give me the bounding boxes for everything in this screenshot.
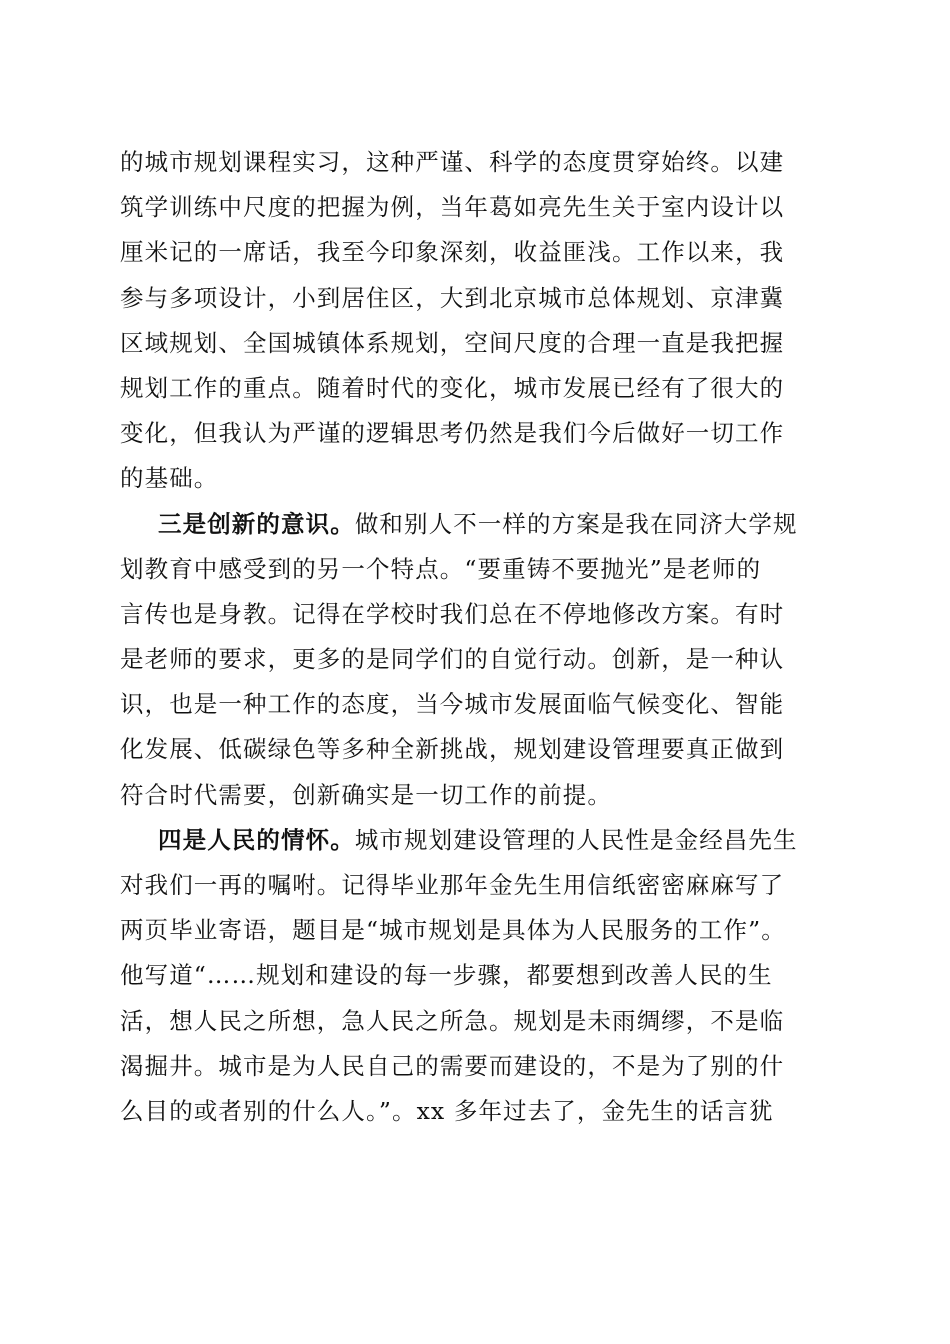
- text-line: 变化，但我认为严谨的逻辑思考仍然是我们今后做好一切工作: [120, 419, 785, 448]
- paragraph-heading: 四是人民的情怀。: [158, 825, 355, 854]
- text-line: 划教育中感受到的另一个特点。“要重铸不要抛光”是老师的: [120, 554, 762, 583]
- text-line: 识，也是一种工作的态度，当今城市发展面临气候变化、智能: [120, 690, 785, 719]
- text-line: 规划工作的重点。随着时代的变化，城市发展已经有了很大的: [120, 373, 785, 402]
- text-line: 么目的或者别的什么人。”。xx 多年过去了，金先生的话言犹: [120, 1096, 774, 1125]
- paragraph-heading: 三是创新的意识。: [158, 509, 355, 538]
- text-line: 厘米记的一席话，我至今印象深刻，收益匪浅。工作以来，我: [120, 238, 785, 267]
- text-line: 渴掘井。城市是为人民自己的需要而建设的，不是为了别的什: [120, 1051, 785, 1080]
- body-text: [120, 140, 830, 1134]
- text-line: 参与多项设计，小到居住区，大到北京城市总体规划、京津冀: [120, 283, 785, 312]
- paragraph-start-line: [120, 818, 830, 863]
- text-line: 言传也是身教。记得在学校时我们总在不停地修改方案。有时: [120, 599, 785, 628]
- text-line: 对我们一再的嘱咐。记得毕业那年金先生用信纸密密麻麻写了: [120, 871, 785, 899]
- text-line: 是老师的要求，更多的是同学们的自觉行动。创新，是一种认: [120, 645, 785, 674]
- text-line: 他写道“……规划和建设的每一步骤，都要想到改善人民的生: [120, 961, 773, 990]
- text-line: 化发展、低碳绿色等多种全新挑战，规划建设管理要真正做到: [120, 735, 785, 764]
- text-line: 区域规划、全国城镇体系规划，空间尺度的合理一直是我把握: [120, 328, 785, 357]
- text-run: 做和别人不一样的方案是我在同济大学规: [354, 509, 798, 538]
- text-line: 的基础。: [120, 464, 219, 493]
- text-line: 符合时代需要，创新确实是一切工作的前提。: [120, 780, 612, 809]
- paragraph-start-line: [120, 502, 830, 547]
- text-line: 活，想人民之所想，急人民之所急。规划是未雨绸缪，不是临: [120, 1006, 785, 1035]
- text-line: 两页毕业寄语，题目是“城市规划是具体为人民服务的工作”。: [120, 916, 786, 945]
- text-run: 城市规划建设管理的人民性是金经昌先生: [354, 825, 798, 854]
- text-line: 筑学训练中尺度的把握为例，当年葛如亮先生关于室内设计以: [120, 193, 785, 222]
- text-line: 的城市规划课程实习，这种严谨、科学的态度贯穿始终。以建: [120, 148, 785, 176]
